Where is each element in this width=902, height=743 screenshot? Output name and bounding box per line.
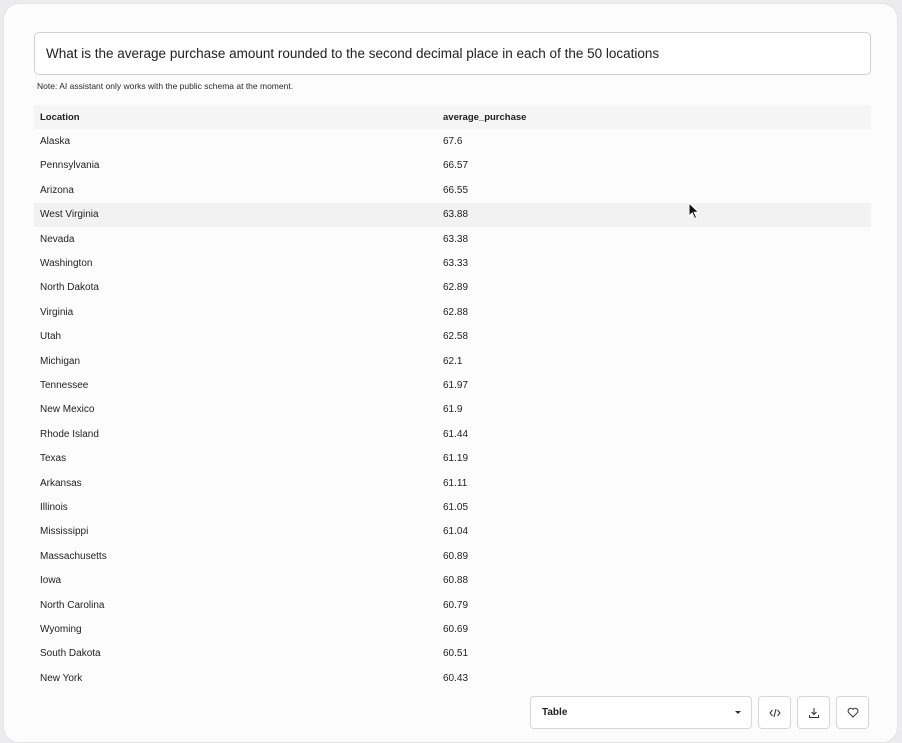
location-cell: Washington [40, 258, 93, 270]
average-purchase-cell: 61.19 [443, 453, 469, 465]
table-row[interactable] [34, 178, 871, 202]
average-purchase-cell: 66.55 [443, 184, 469, 196]
result-toolbar [530, 696, 869, 729]
location-cell: Arkansas [40, 477, 82, 489]
average-purchase-cell: 61.11 [443, 477, 468, 489]
average-purchase-cell: 60.89 [443, 550, 469, 562]
table-row[interactable] [34, 325, 871, 349]
view-type-value: Table [542, 707, 568, 718]
chevron-down-icon [735, 711, 741, 714]
table-row[interactable] [34, 422, 871, 446]
location-cell: North Carolina [40, 599, 105, 611]
question-text: What is the average purchase amount rounded to the second decimal place in each of the 50 locations [46, 46, 660, 61]
table-row[interactable] [34, 520, 871, 544]
table-row[interactable] [34, 154, 871, 178]
code-icon [769, 708, 781, 718]
average-purchase-cell: 60.51 [443, 648, 469, 660]
table-row[interactable] [34, 446, 871, 470]
location-cell: Wyoming [40, 623, 82, 635]
location-cell: New Mexico [40, 404, 95, 416]
location-cell: Texas [40, 453, 67, 465]
location-cell: Michigan [40, 355, 81, 367]
location-cell: Rhode Island [40, 428, 99, 440]
results-table [34, 105, 871, 690]
table-row[interactable] [34, 300, 871, 324]
average-purchase-cell: 63.88 [443, 209, 469, 221]
table-row[interactable] [34, 227, 871, 251]
favorite-button[interactable] [836, 696, 869, 729]
location-cell: South Dakota [40, 648, 101, 660]
table-row[interactable] [34, 471, 871, 495]
table-row[interactable] [34, 276, 871, 300]
view-sql-button[interactable] [758, 696, 791, 729]
average-purchase-cell: 62.1 [443, 355, 463, 367]
mouse-cursor-icon [688, 202, 700, 220]
table-row[interactable] [34, 568, 871, 592]
location-cell: Nevada [40, 233, 75, 245]
location-cell: Mississippi [40, 526, 89, 538]
average-purchase-cell: 62.88 [443, 306, 469, 318]
table-row[interactable] [34, 593, 871, 617]
location-cell: Utah [40, 331, 62, 343]
location-cell: West Virginia [40, 209, 99, 221]
table-row[interactable] [34, 203, 871, 227]
view-type-select[interactable] [530, 696, 752, 729]
table-row[interactable] [34, 129, 871, 153]
location-cell: Tennessee [40, 379, 89, 391]
table-row[interactable] [34, 617, 871, 641]
download-button[interactable] [797, 696, 830, 729]
location-cell: Alaska [40, 136, 71, 148]
average-purchase-cell: 60.79 [443, 599, 469, 611]
location-cell: North Dakota [40, 282, 99, 294]
location-cell: Illinois [40, 501, 68, 513]
table-body [34, 129, 871, 690]
column-header-location[interactable]: Location [40, 111, 80, 123]
average-purchase-cell: 60.69 [443, 623, 469, 635]
table-row[interactable] [34, 544, 871, 568]
average-purchase-cell: 62.89 [443, 282, 469, 294]
average-purchase-cell: 61.05 [443, 501, 469, 513]
table-row[interactable] [34, 349, 871, 373]
table-row[interactable] [34, 251, 871, 275]
location-cell: Virginia [40, 306, 74, 318]
average-purchase-cell: 60.88 [443, 575, 469, 587]
heart-icon [847, 707, 859, 718]
average-purchase-cell: 61.9 [443, 404, 463, 416]
table-row[interactable] [34, 398, 871, 422]
table-row[interactable] [34, 642, 871, 666]
average-purchase-cell: 63.33 [443, 258, 469, 270]
location-cell: New York [40, 672, 83, 684]
location-cell: Arizona [40, 184, 74, 196]
question-input[interactable] [34, 32, 871, 75]
average-purchase-cell: 63.38 [443, 233, 469, 245]
average-purchase-cell: 61.97 [443, 379, 469, 391]
average-purchase-cell: 61.04 [443, 526, 469, 538]
average-purchase-cell: 60.43 [443, 672, 469, 684]
result-card [3, 3, 898, 743]
schema-note: Note: AI assistant only works with the public schema at the moment. [37, 81, 294, 91]
column-header-average-purchase[interactable]: average_purchase [443, 111, 527, 123]
location-cell: Pennsylvania [40, 160, 100, 172]
location-cell: Massachusetts [40, 550, 107, 562]
average-purchase-cell: 61.44 [443, 428, 469, 440]
table-row[interactable] [34, 495, 871, 519]
average-purchase-cell: 67.6 [443, 136, 463, 148]
table-row[interactable] [34, 373, 871, 397]
download-icon [808, 707, 820, 719]
table-header [34, 105, 871, 129]
average-purchase-cell: 66.57 [443, 160, 469, 172]
table-row[interactable] [34, 666, 871, 690]
location-cell: Iowa [40, 575, 62, 587]
average-purchase-cell: 62.58 [443, 331, 469, 343]
